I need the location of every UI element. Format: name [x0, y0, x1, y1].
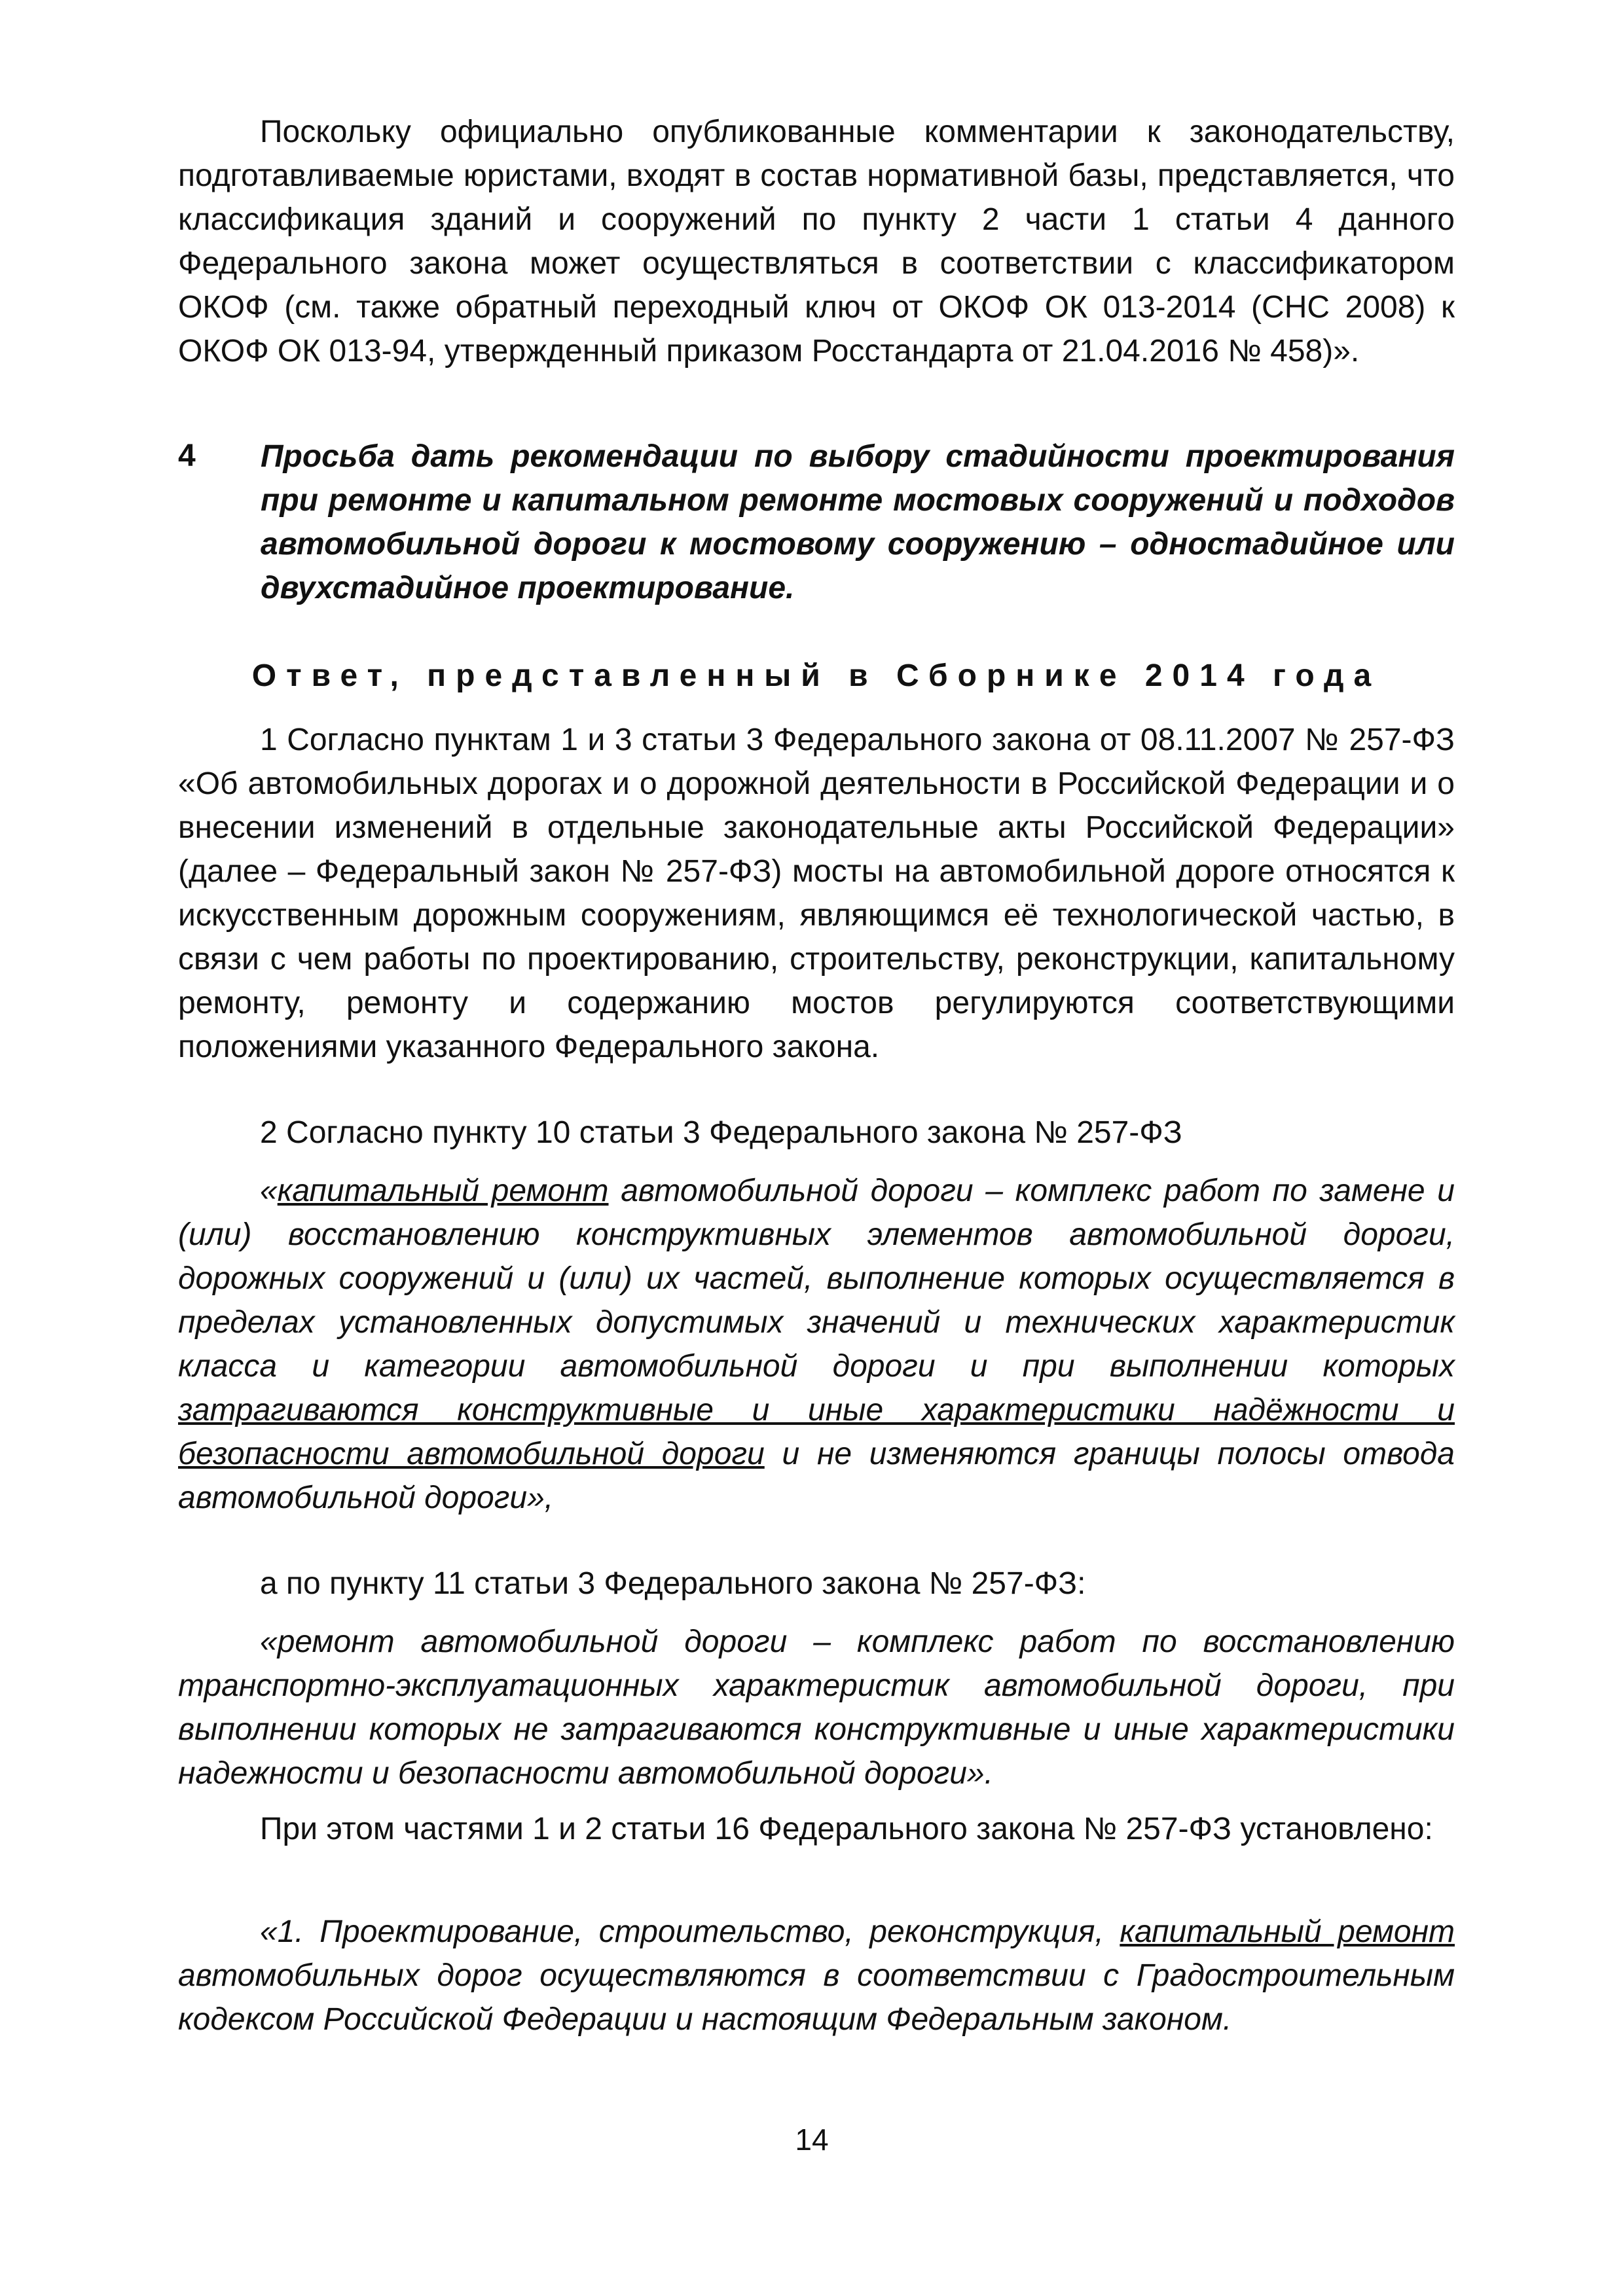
page-number: 14	[795, 2123, 829, 2157]
quote-open: «	[260, 1174, 278, 1208]
underlined-phrase: затрагиваются конструктивные и иные характеристики надёжности и безопасности автомобильной дороги	[178, 1393, 1455, 1471]
underlined-term: капитальный ремонт	[1120, 1914, 1455, 1949]
quote-text-end: автомобильных дорог осуществляются в соответствии с Градостроительным кодексом Российской Федерации и настоящим Федеральным законом.	[178, 1958, 1455, 2037]
quote-text: автомобильной дороги – комплекс работ по замене и (или) восстановлению конструктивных элементов автомобильной дороги, дорожных сооружений и (или) их частей, выполнение которых осуществляется в пределах установленных допустимых значений и технических характеристик класса и категории автомобильной дороги и при выполнении которых	[178, 1174, 1455, 1384]
quote-repair: «ремонт автомобильной дороги – комплекс работ по восстановлению транспортно-эксплуатационных характеристик автомобильной дороги, при выполнении которых не затрагиваются конструктивные и иные характеристики надежности и безопасности автомобильной дороги».	[178, 1624, 1455, 1791]
answer-heading: Ответ, представленный в Сборнике 2014 года	[251, 658, 1381, 693]
answer-paragraph-3: а по пункту 11 статьи 3 Федерального закона № 257-ФЗ:	[260, 1566, 1086, 1601]
quote-text-end: и не изменяются границы полосы отвода автомобильной дороги»,	[178, 1437, 1455, 1515]
quote-text: «1. Проектирование, строительство, реконструкция,	[260, 1914, 1120, 1949]
quote-capital-repair	[178, 1169, 1455, 1520]
intro-paragraph: Поскольку официально опубликованные комментарии к законодательству, подготавливаемые юристами, входят в состав нормативной базы, представляется, что классификация зданий и сооружений по пункту 2 части 1 статьи 4 данного Федерального закона может осуществляться в соответствии с классификатором ОКОФ (см. также обратный переходный ключ от ОКОФ ОК 013-2014 (СНС 2008) к ОКОФ ОК 013-94, утвержденный приказом Росстандарта от 21.04.2016 № 458)».	[178, 115, 1455, 368]
underlined-term: капитальный ремонт	[277, 1174, 609, 1208]
answer-paragraph-2: 2 Согласно пункту 10 статьи 3 Федерального закона № 257-ФЗ	[260, 1115, 1182, 1150]
answer-paragraph-4: При этом частями 1 и 2 статьи 16 Федерального закона № 257-ФЗ установлено:	[260, 1812, 1433, 1846]
question-text: Просьба дать рекомендации по выбору стадийности проектирования при ремонте и капитальном ремонте мостовых сооружений и подходов автомобильной дороги к мостовому сооружению – одностадийное или двухстадийное проектирование.	[261, 439, 1455, 605]
quote-article-16	[178, 1910, 1455, 2041]
question-number: 4	[178, 439, 196, 473]
answer-paragraph-1: 1 Согласно пунктам 1 и 3 статьи 3 Федерального закона от 08.11.2007 № 257-ФЗ «Об автомобильных дорогах и о дорожной деятельности в Российской Федерации и о внесении изменений в отдельные законодательные акты Российской Федерации» (далее – Федеральный закон № 257-ФЗ) мосты на автомобильной дороге относятся к искусственным дорожным сооружениям, являющимся её технологической частью, в связи с чем работы по проектированию, строительству, реконструкции, капитальному ремонту, ремонту и содержанию мостов регулируются соответствующими положениями указанного Федерального закона.	[178, 723, 1455, 1064]
